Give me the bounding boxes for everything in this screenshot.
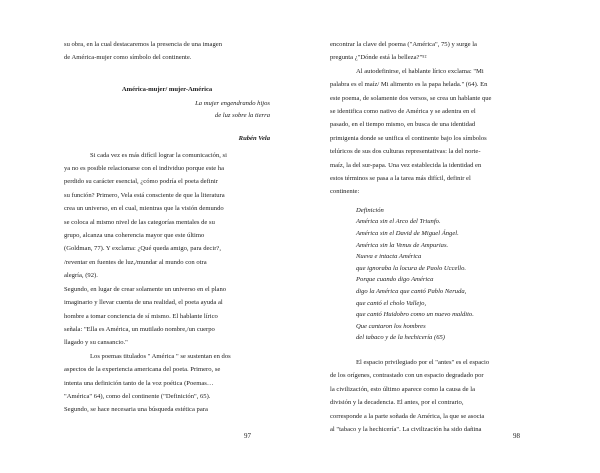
text-line: Nueva e intacta América	[356, 253, 422, 261]
text-line: perdido su carácter esencial, ¿cómo podría el poeta definir	[64, 178, 218, 186]
right-top-text: encontrar la clave del poema ("América", 75) y surge la pregunta ¿"Dónde está la belleza?"⁵²	[330, 41, 477, 62]
text-line: alegría, (92).	[64, 272, 98, 280]
epigraph-author: Rubén Vela	[238, 135, 270, 143]
right-page	[330, 0, 536, 473]
text-line: llagado y su cansancio."	[64, 339, 128, 347]
text-line: Si cada vez es más difícil lograr la comunicación, si	[90, 151, 227, 159]
text-line: se identifica como nativo de América y se adentra en el	[330, 108, 476, 116]
text-line: que cantó el cholo Vallejo,	[356, 299, 427, 307]
text-line: de los orígenes, contrastado con un espacio degradado por	[330, 372, 484, 380]
text-line: El espacio privilegiado por el "antes" es el espacio	[356, 359, 490, 366]
left-top-text: su obra, en la cual destacaremos la presencia de una imagen de América-mujer como símbolo del continente.	[64, 41, 222, 62]
text-line: Porque cuando digo América	[356, 276, 434, 284]
text-line: (Goldman, 77). Y exclama: ¿Qué queda amigo, para decir?,	[64, 245, 221, 253]
text-line: /reventar en fuentes de luz,/mundar al mundo con otra	[64, 258, 207, 266]
poem-definicion	[356, 205, 536, 344]
text-line: hombre a tomar conciencia de sí mismo. El hablante lírico	[64, 312, 218, 320]
page-number-left: 97	[244, 432, 251, 440]
right-paragraph-2	[330, 356, 536, 436]
text-line: al "tabaco y la hechicería". La civilización ha sido dañina	[330, 426, 482, 434]
text-line: que ignoraba la locura de Paolo Uccello.	[356, 264, 467, 272]
text-line: del tabaco y de la hechicería (65)	[356, 334, 445, 342]
text-line: pasado, en el tiempo mismo, en busca de una identidad	[330, 121, 476, 129]
text-line: que cantó Huidobro como un nuevo maldito.	[356, 311, 474, 319]
left-paragraph-2	[64, 350, 270, 417]
text-line: palabra es el maíz/ Mi alimento es la papa helada." (64). En	[330, 81, 488, 89]
text-line: primigenia donde se unifica el continente bajo los símbolos	[330, 134, 487, 142]
section-title: América-mujer/ mujer-América	[121, 85, 213, 93]
text-line: digo la América que cantó Pablo Neruda,	[356, 288, 467, 296]
text-line: división y la decadencia. El antes, por el contrario,	[330, 399, 464, 407]
text-line: Definición	[356, 206, 384, 214]
text-line: la civilización, esto último aparece como la causa de la	[330, 385, 475, 393]
text-line: crea un universo, en el cual, mientras que la visión demundo	[64, 205, 224, 213]
left-page	[64, 0, 270, 473]
text-line: América sin la Venus de Ampurias.	[356, 241, 449, 249]
page-number-right: 98	[513, 432, 520, 440]
text-line: este poema, de solamente dos versos, se crea un hablante que	[330, 94, 492, 102]
text-line: Al autodefinirse, el hablante lírico exclama: "Mi	[356, 67, 484, 75]
text-line: ya no es posible relacionarse con el individuo porque este ha	[64, 165, 225, 173]
text-line: telúricos de sus dos culturas representativas: la del norte-	[330, 148, 481, 156]
text-line: Los poemas titulados " América " se sustentan en dos	[90, 352, 231, 360]
text-line: se coloca al mismo nivel de las categorías mentales de su	[64, 218, 215, 226]
text-line: estos términos se pasa a la tarea más difícil, definir el	[330, 175, 471, 183]
text-line: Segundo, se hace necesaria una búsqueda estética para	[64, 406, 208, 414]
text-line: América sin el David de Miguel Ángel.	[356, 230, 459, 238]
text-line: señala: "Ella es América, un mutilado nombre,/un cuerpo	[64, 325, 215, 333]
left-paragraph-1	[64, 149, 270, 350]
text-line: intenta una definición tanto de la voz poética (Poemas…	[64, 379, 214, 387]
text-line: su función? Primero, Vela está consciente de que la literatura	[64, 191, 225, 199]
text-line: maíz, la del sur-papa. Una vez establecida la identidad en	[330, 161, 482, 169]
text-line: grupo, alcanza una coherencia mayor que este último	[64, 232, 205, 240]
text-line: continente:	[330, 188, 360, 196]
text-line: América sin el Arco del Triunfo.	[356, 218, 441, 226]
text-line: "América" 64), como del continente ("Definición", 65).	[64, 392, 211, 400]
text-line: Segundo, en lugar de crear solamente un universo en el plano	[64, 285, 227, 293]
text-line: aspectos de la experiencia americana del poeta. Primero, se	[64, 366, 221, 374]
text-line: imaginario y llevar cuenta de una realidad, el poeta ayuda al	[64, 299, 223, 307]
text-line: corresponde a la parte soñada de América, la que se asocia	[330, 412, 485, 420]
epigraph: La mujer engendrando hijos de luz sobre la tierra	[195, 100, 270, 120]
right-paragraph-1	[330, 65, 536, 199]
text-line: Que cantaron los hombres	[356, 322, 426, 330]
